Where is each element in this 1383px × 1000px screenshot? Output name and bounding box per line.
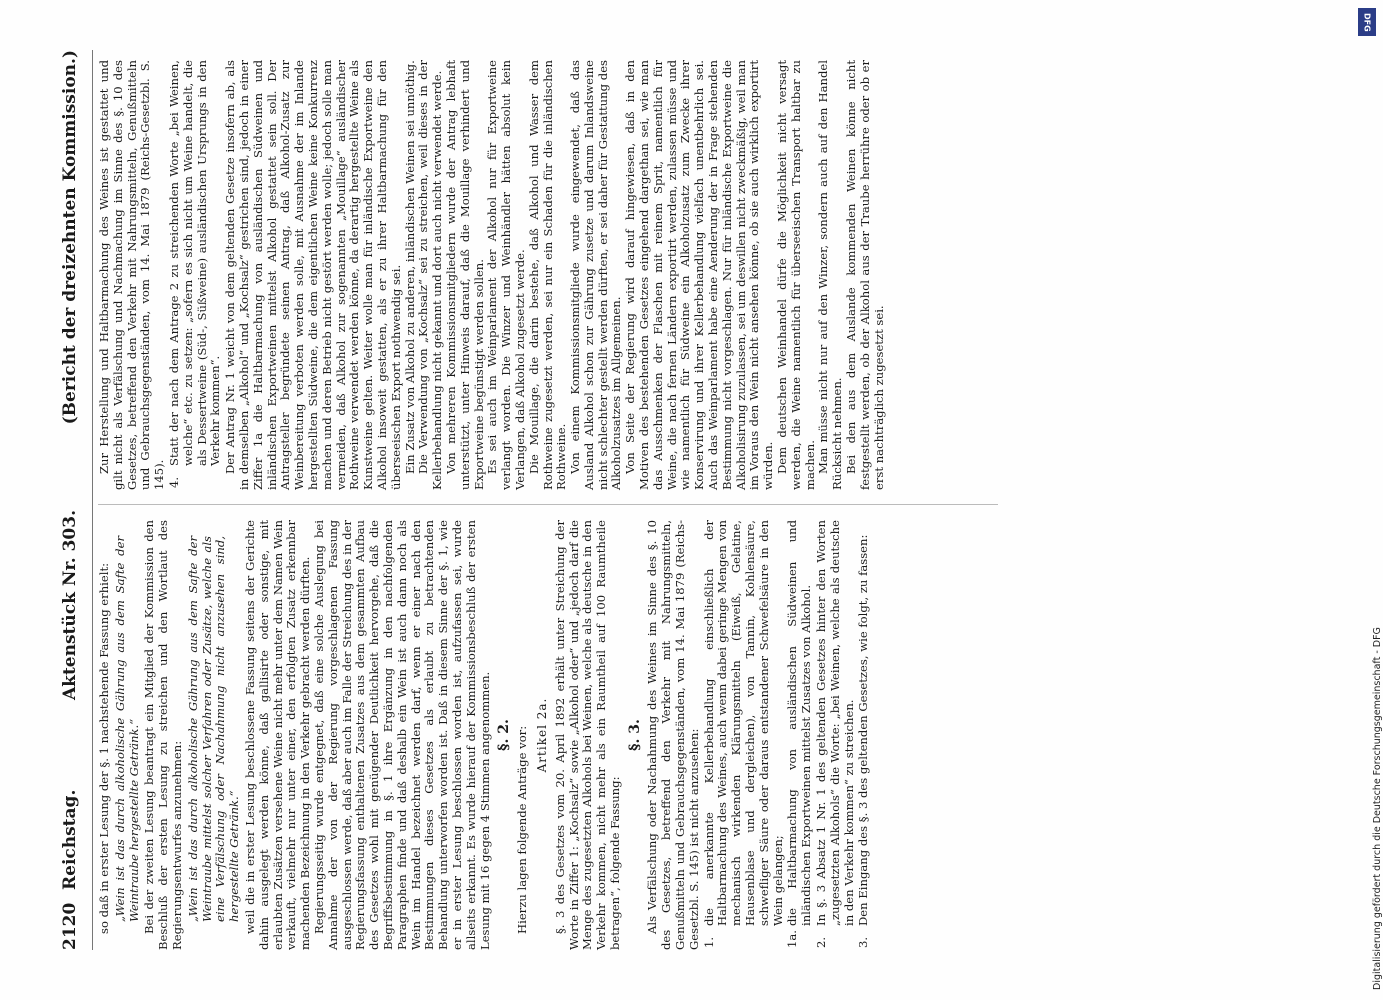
paragraph: Es sei auch im Weinparlament der Alkohol nur für Exportweine verlangt worden. Die Winzer und Weinhändler hätten absolut kein Verlangen, daß Alkohol zugesetzt werde. <box>485 60 527 490</box>
item-text: Den Eingang des §. 3 des geltenden Gesetzes, wie folgt, zu fassen: <box>856 534 871 926</box>
item-number: 2. <box>814 936 829 948</box>
quoted-definition: „Wein ist das durch alkoholische Gährung aus dem Safte der Weintraube mittelst solcher Verfahren oder Zusätze, welche als eine Verfälschung oder Nachahmung nicht anzusehen sind, hergestellte Getränk.“ <box>185 536 242 922</box>
paragraph: Man müsse nicht nur auf den Winzer, sondern auch auf den Handel Rücksicht nehmen. <box>816 60 845 490</box>
right-text-column <box>98 60 886 490</box>
paragraph: Als Verfälschung oder Nachahmung des Weines im Sinne des §. 10 des Gesetzes, betreffend den Verkehr mit Nahrungsmitteln, Genußmitteln und Gebrauchsgegenständen, vom 14. Mai 1879 (Reichs-Gesetzbl. S. 145) ist nicht anzusehen: <box>645 520 701 950</box>
item-text: die Haltbarmachung von ausländischen Südweinen und inländischen Exportweinen mittelst Zusatzes von Alkohol. <box>785 520 814 926</box>
column-divider <box>98 504 998 505</box>
item-text: die anerkannte Kellerbehandlung einschließlich der Haltbarmachung des Weines, auch wenn dabei geringe Mengen von mechanisch wirkenden Klärungsmitteln (Eiweiß, Gelatine, Hausenblase und dergleichen), von Tannin, Kohlensäure, schwefliger Säure oder daraus entstandener Schwefelsäure in den Wein gelangen; <box>701 520 785 926</box>
numbered-item <box>856 520 871 948</box>
item-number: 1a. <box>785 930 800 948</box>
paragraph: Dem deutschen Weinhandel dürfe die Möglichkeit nicht versagt werden, die Weine namentlich für überseeischen Transport haltbar zu machen. <box>775 60 817 490</box>
section-heading: §. 2. <box>496 719 513 751</box>
paragraph: §. 3 des Gesetzes vom 20. April 1892 erhält unter Streichung der Worte in Ziffer 1: „Kochsalz“ sowie „Alkohol oder“ und „jedoch darf die Menge des zugesetzten Alkohols bei Weinen, welche als deutsche in den Verkehr kommen, nicht mehr als ein Raumtheil auf 100 Raumtheile betragen“, folgende Fassung: <box>552 520 622 950</box>
section-heading: §. 3. <box>626 719 643 751</box>
paragraph: Bei den aus dem Auslande kommenden Weinen könne nicht festgestellt werden, ob der Alkohol aus der Traube herrühre oder ob er erst nachträglich zugesetzt sei. <box>844 60 886 490</box>
header-center-title: Aktenstück Nr. 303. <box>60 510 80 701</box>
dfg-logo: DFG <box>1358 8 1376 36</box>
paragraph: weil die in erster Lesung beschlossene Fassung seitens der Gerichte dahin ausgelegt werden könne, daß gallisirte oder sonstige, mit erlaubten Zusätzen versehene Weine nicht mehr unter dem Namen Wein verkauft, vielmehr nur unter einer, den erfolgten Zusatz erkennbar machenden Bezeichnung in den Verkehr gebracht werden dürften. <box>242 520 313 950</box>
paragraph: Die Mouillage, die darin bestehe, daß Alkohol und Wasser dem Rothweine zugesetzt werden, sei nur ein Schaden für die inländischen Rothweine. <box>526 60 569 490</box>
header-rule <box>92 50 93 950</box>
paragraph: Ein Zusatz von Alkohol zu anderen, inländischen Weinen sei unnöthig. <box>402 60 417 474</box>
item-number: 3. <box>856 936 871 948</box>
paragraph: Der Antrag Nr. 1 weicht von dem geltenden Gesetze insofern ab, als in demselben „Alkohol“ und „Kochsalz“ gestrichen sind, jedoch in einer Ziffer 1a die Haltbarmachung von ausländischen Südweinen und inländischen Exportweinen mittelst Alkohol gestattet sein soll. Der Antragsteller begründete seinen Antrag, daß Alkohol-Zusatz zur Weinbereitung verboten werden solle, mit Ausnahme der im Inlande hergestellten Südweine, die dem eigentlichen Weine keine Konkurrenz machen und deren Betrieb nicht gestört werden wolle; jedoch solle man vermeiden, daß Alkohol zur sogenannten „Mouillage“ ausländischer Rothweine verwendet werden könne, da derartig hergestellte Weine als Kunstweine gelten. Weiter wolle man für inländische Exportweine den Alkohol insoweit gestatten, als er zu ihrer Haltbarmachung für den überseeischen Export nothwendig sei. <box>223 60 403 490</box>
numbered-item <box>814 520 856 948</box>
paragraph: Hierzu lagen folgende Anträge vor: <box>515 725 530 934</box>
item-number: 4. <box>166 476 181 488</box>
left-text-column <box>98 520 872 950</box>
paragraph: Zur Herstellung und Haltbarmachung des Weines ist gestattet und gilt nicht als Verfälschung und Nachmachung im Sinne des §. 10 des Gesetzes, betreffend den Verkehr mit Nahrungsmitteln, Genußmitteln und Gebrauchsgegenständen, vom 14. Mai 1879 (Reichs-Gesetzbl. S. 145). <box>97 60 167 490</box>
paragraph: Von einem Kommissionsmitgliede wurde eingewendet, daß das Ausland Alkohol schon zur Gährung zusetze und darum Inlandsweine nicht schlechter gestellt werden dürften, er sei daher für Gestattung des Alkoholzusatzes im Allgemeinen. <box>568 60 624 490</box>
paragraph: Bei der zweiten Lesung beantragt ein Mitglied der Kommission den Beschluß der ersten Lesung zu streichen und den Wortlaut des Regierungsentwurfes anzunehmen: <box>142 520 184 950</box>
article-heading: Artikel 2a. <box>534 697 549 773</box>
page-header <box>50 50 90 950</box>
digitization-note: Digitalisierung gefördert durch die Deutsche Forschungsgemeinschaft - DFG <box>1372 627 1383 990</box>
paragraph: Die Verwendung von „Kochsalz“ sei zu streichen, weil dieses in der Kellerbehandlung nicht gekannt und dort auch nicht verwendet werde. <box>416 60 445 490</box>
numbered-item <box>166 60 223 488</box>
header-right-title: (Bericht der dreizehnten Kommission.) <box>60 50 80 425</box>
paragraph: so daß in erster Lesung der §. 1 nachstehende Fassung erhielt: <box>97 562 111 934</box>
paragraph: Von mehreren Kommissionsmitgliedern wurde der Antrag lebhaft unterstützt, unter Hinweis darauf, daß die Mouillage verhindert und Exportweine begünstigt werden sollen. <box>443 60 486 490</box>
header-left-title: Reichstag. <box>60 789 80 890</box>
numbered-item <box>701 520 786 948</box>
quoted-definition: „Wein ist das durch alkoholische Gährung aus dem Safte der Weintraube hergestellte Getränk.“ <box>112 536 141 922</box>
item-text: In §. 3 Absatz 1 Nr. 1 des geltenden Gesetzes hinter den Worten „zugesetzten Alkohols“ die Worte: „bei Weinen, welche als deutsche in den Verkehr kommen“ zu streichen. <box>814 520 856 926</box>
page-number: 2120 <box>60 902 80 950</box>
rotated-print-page <box>50 50 1350 950</box>
paragraph: Von Seite der Regierung wird darauf hingewiesen, daß in den Motiven des bestehenden Gesetzes eingehend dargethan sei, wie man das Ausschmenken der Flaschen mit reinem Sprit, namentlich für Weine, die nach fernen Ländern exportirt werden, zulassen müsse und wie namentlich für Südweine ein Alkoholzusatz zum Zwecke ihrer Konservirung und ihrer Kellerbehandlung vielfach unentbehrlich sei. Auch das Weinparlament habe eine Aenderung der in Frage stehenden Bestimmung nicht vorgeschlagen. Nur für inländische Exportweine die Alkoholisirung zuzulassen, sei um deswillen nicht zweckmäßig, weil man im Voraus den Wein nicht ansehen könne, ob sie auch wirklich exportirt würden. <box>623 60 776 490</box>
item-number: 1. <box>701 936 716 948</box>
paragraph: Regierungsseitig wurde entgegnet, daß eine solche Auslegung bei Annahme der von der Regierung vorgeschlagenen Fassung ausgeschlossen werde, daß aber auch im Falle der Streichung des in der Regierungsfassung enthaltenen Zusatzes aus dem gesammten Aufbau des Gesetzes wohl mit genügender Deutlichkeit hervorgehe, daß die Begriffsbestimmung in §. 1 ihre Ergänzung in den nachfolgenden Paragraphen finde und daß deshalb ein Wein ist auch dann noch als Wein im Handel bezeichnet werden darf, wenn er einer nach den Bestimmungen dieses Gesetzes als erlaubt zu betrachtenden Behandlung unterworfen worden ist. Daß in diesem Sinne der §. 1, wie er in erster Lesung beschlossen worden ist, aufzufassen sei, wurde allseits erkannt. Es wurde hierauf der Kommissionsbeschluß der ersten Lesung mit 16 gegen 4 Stimmen angenommen. <box>311 520 492 950</box>
item-text: Statt der nach dem Antrage 2 zu streichenden Worte „bei Weinen, welche“ etc. zu setzen: „sofern es sich nicht um Weine handelt, die als Dessertweine (Süd-, Süßweine) ausländischen Ursprungs in den Verkehr kommen“. <box>166 60 223 466</box>
numbered-item <box>785 520 814 948</box>
